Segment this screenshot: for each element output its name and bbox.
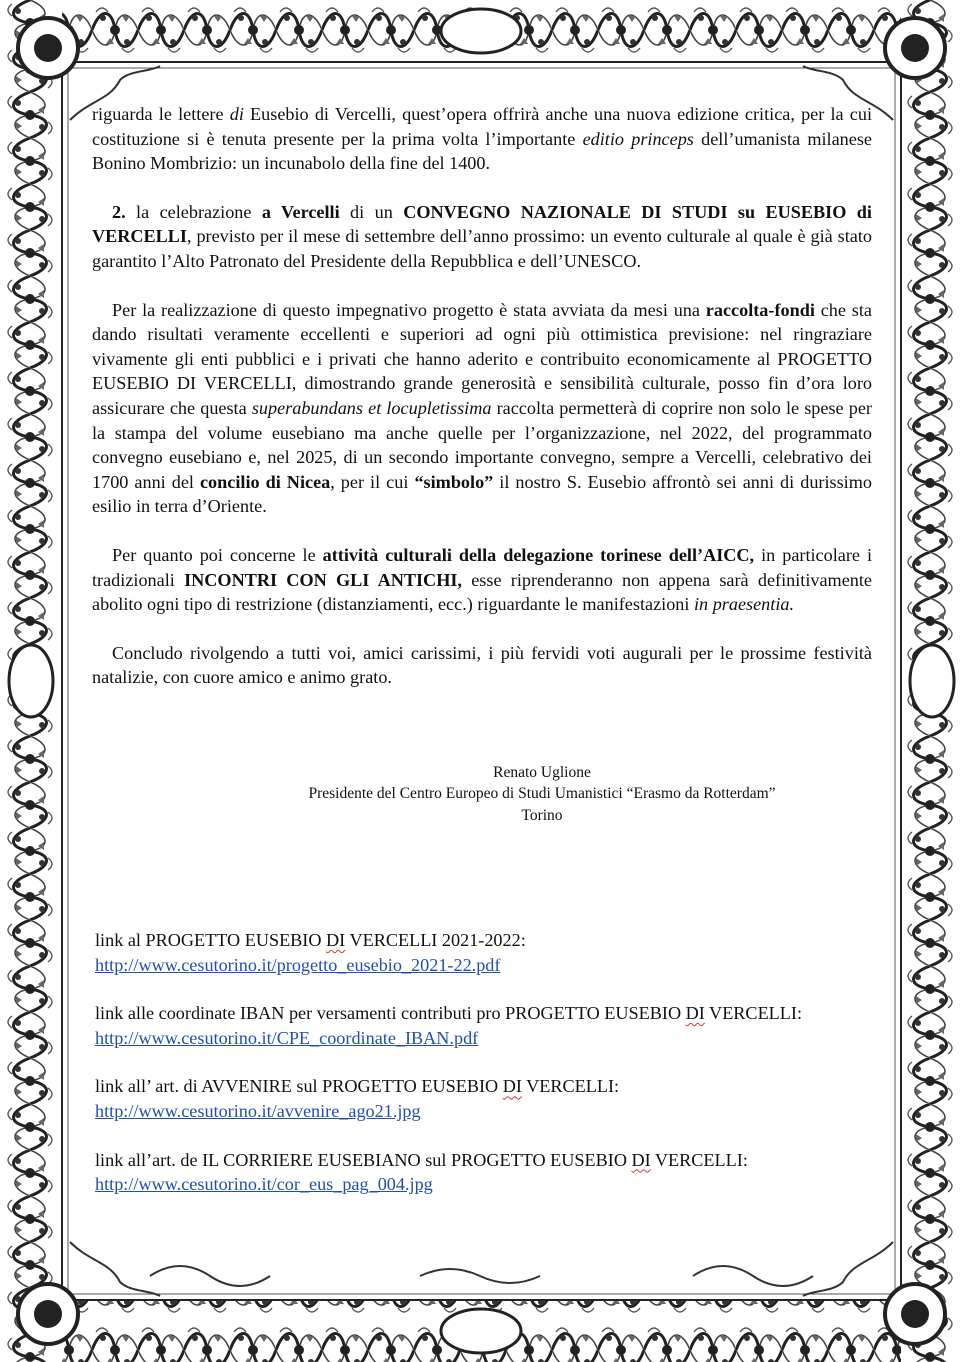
text-run-spellcheck: DI	[502, 1076, 522, 1097]
link-label-2	[95, 1001, 872, 1026]
text-run: Eusebio di Vercelli, quest’opera offrirà anche una nuova edizione critica, per la cui costituzione si è tenuta presente per la prima volta l’importante	[92, 104, 873, 149]
text-run-italic: editio princeps	[582, 128, 694, 149]
text-run: link al PROGETTO EUSEBIO	[95, 930, 327, 950]
link-avvenire[interactable]: http://www.cesutorino.it/avvenire_ago21.jpg	[95, 1100, 421, 1121]
text-run: che sta dando risultati veramente eccellenti e superiori ad ogni più ottimistica previsione: nel ringraziare vivamente gli enti pubblici e i privati che hanno aderito e contribuito economicamente al PROGETTO EUSEBIO DI VERCELLI, dimostrando grande generosità e sensibilità culturale, posso fin d’ora loro assicurare che questa	[92, 299, 872, 418]
text-run-spellcheck: DI	[685, 1003, 705, 1024]
paragraph-1	[92, 102, 872, 176]
text-run: raccolta permetterà di coprire non solo le spese per la stampa del volume eusebiano ma anche quelle per l’organizzazione, nel 2022, del programmato convegno eusebiano e, nel 2025, di un secondo importante convegno, sempre a Vercelli, celebrativo dei 1700 anni del	[92, 397, 872, 492]
link-label-1	[95, 928, 872, 953]
signature-name: Renato Uglione	[493, 763, 591, 781]
text-run: VERCELLI 2021-2022:	[345, 930, 526, 950]
text-run-bold: INCONTRI CON GLI ANTICHI,	[184, 569, 462, 590]
text-run-spellcheck: DI	[631, 1149, 651, 1170]
paragraph-4	[92, 543, 872, 617]
link-label-4	[95, 1148, 872, 1173]
text-run: link alle coordinate IBAN per versamenti contributi pro PROGETTO EUSEBIO	[95, 1003, 686, 1024]
text-run-bold: raccolta-fondi	[705, 299, 815, 320]
list-number: 2.	[112, 201, 126, 222]
paragraph-3	[92, 298, 872, 519]
text-run-bold: “simbolo”	[414, 471, 494, 492]
text-run-italic: di	[229, 104, 244, 124]
link-label-3	[95, 1074, 872, 1099]
paragraph-5: Concludo rivolgendo a tutti voi, amici carissimi, i più fervidi voti augurali per le prossime festività natalizie, con cuore amico e animo grato.	[92, 642, 872, 688]
signature-block	[92, 762, 872, 827]
link-coordinate-iban[interactable]: http://www.cesutorino.it/CPE_coordinate_IBAN.pdf	[95, 1027, 479, 1048]
text-run: link all’ art. di AVVENIRE sul PROGETTO EUSEBIO	[95, 1076, 503, 1097]
text-run: link all’art. de IL CORRIERE EUSEBIANO sul PROGETTO EUSEBIO	[95, 1149, 632, 1170]
text-run: VERCELLI:	[650, 1149, 748, 1170]
letter-body	[92, 102, 872, 826]
text-run: Per la realizzazione di questo impegnativo progetto è stata avviata da mesi una	[112, 299, 706, 320]
text-run-italic: in praesentia.	[694, 594, 795, 615]
text-run: il nostro S. Eusebio affrontò sei anni di durissimo esilio in terra d’Oriente.	[92, 471, 872, 517]
text-run: Per quanto poi concerne le	[112, 544, 323, 565]
links-section	[95, 928, 872, 1197]
text-run-spellcheck: DI	[326, 930, 346, 950]
link-corriere-eusebiano[interactable]: http://www.cesutorino.it/cor_eus_pag_004.jpg	[95, 1174, 433, 1195]
text-run: VERCELLI:	[704, 1003, 803, 1024]
text-run-bold: attività culturali della delegazione torinese dell’AICC,	[322, 544, 755, 565]
text-run: la celebrazione	[125, 201, 262, 222]
text-run: VERCELLI:	[521, 1076, 620, 1097]
paragraph-2	[92, 200, 872, 274]
text-run-bold: a Vercelli	[261, 201, 340, 222]
signature-role: Presidente del Centro Europeo di Studi Umanistici “Erasmo da Rotterdam”	[308, 785, 776, 803]
text-run: riguarda le lettere	[92, 104, 230, 124]
signature-city: Torino	[521, 806, 563, 824]
text-run-bold: concilio di Nicea	[199, 471, 331, 492]
text-run: , per il cui	[330, 471, 415, 492]
text-run: dell’umanista milanese Bonino Mombrizio: un incunabolo della fine del 1400.	[92, 128, 872, 174]
link-progetto-eusebio[interactable]: http://www.cesutorino.it/progetto_eusebio_2021-22.pdf	[95, 954, 501, 975]
text-run: in particolare i tradizionali	[92, 544, 873, 590]
text-run: , previsto per il mese di settembre dell’anno prossimo: un evento culturale al quale è già stato garantito l’Alto Patronato del Presidente della Repubblica e dell’UNESCO.	[92, 226, 872, 271]
text-run-bold: CONVEGNO NAZIONALE DI STUDI su EUSEBIO di VERCELLI	[92, 201, 872, 247]
text-run: di un	[339, 201, 404, 222]
text-run-italic: superabundans et locupletissima	[251, 397, 492, 418]
text-run: esse riprenderanno non appena sarà definitivamente abolito ogni tipo di restrizione (distanziamenti, ecc.) riguardante le manifestazioni	[92, 569, 872, 615]
